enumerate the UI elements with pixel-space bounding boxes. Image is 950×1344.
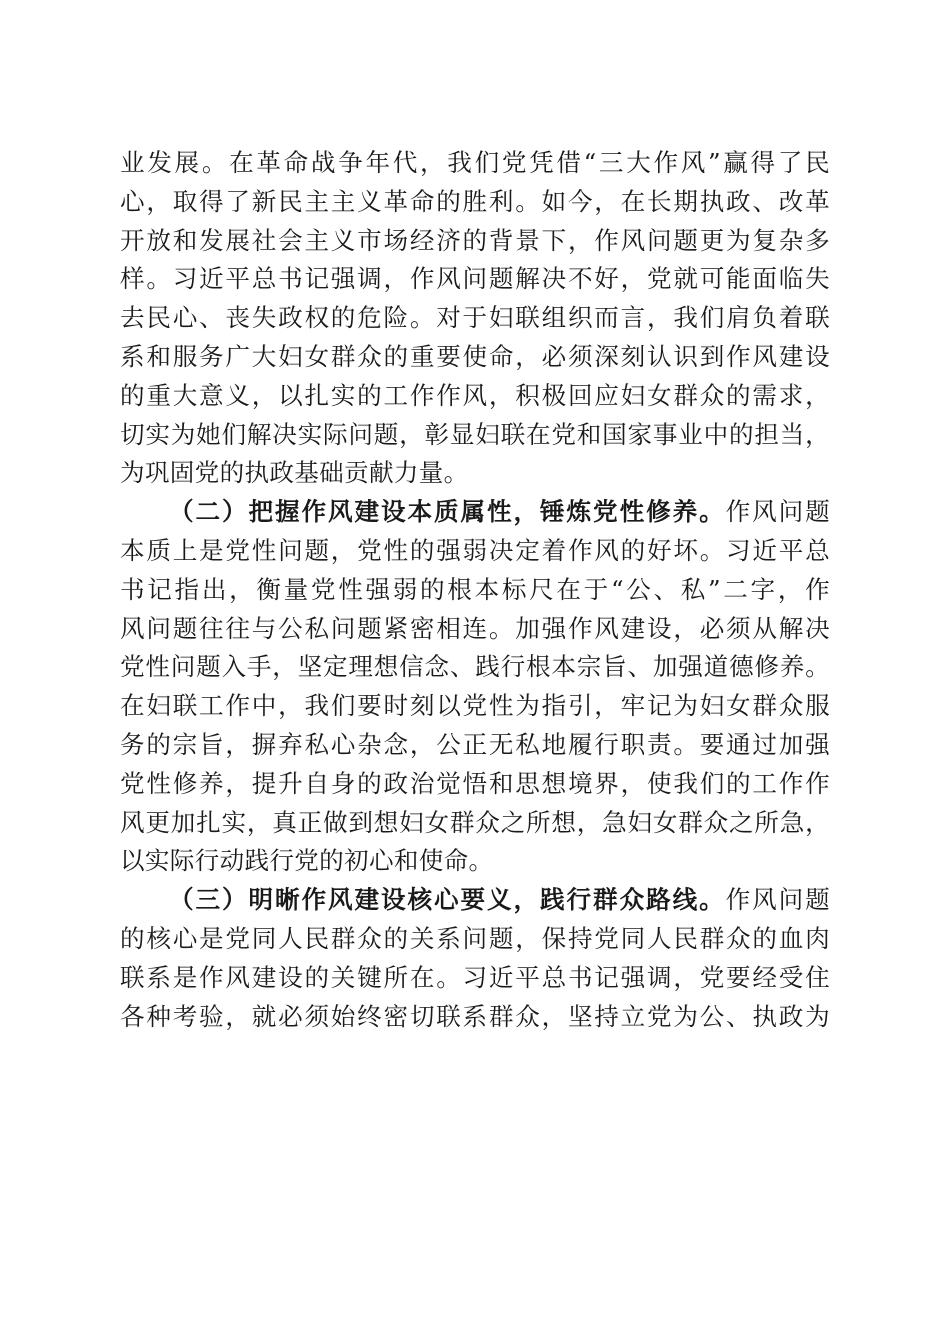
text-line: 各种考验，就必须始终密切联系群众，坚持立党为公、执政为 (120, 1001, 830, 1031)
section-heading-3: （三）明晰作风建设核心要义，践行群众路线。 (169, 885, 726, 915)
text-line: 业发展。在革命战争年代，我们党凭借“三大作风”赢得了民 (120, 148, 830, 177)
text-line: 党性修养，提升自身的政治觉悟和思想境界，使我们的工作作 (120, 768, 830, 798)
text-line: 为巩固党的执政基础贡献力量。 (120, 458, 469, 488)
text-line: 联系是作风建设的关键所在。习近平总书记强调，党要经受住 (120, 962, 830, 992)
text-line: 风问题往往与公私问题紧密相连。加强作风建设，必须从解决 (120, 613, 830, 643)
paragraph-2 (120, 493, 830, 881)
paragraph-1 (120, 144, 830, 493)
text-line: 的核心是党同人民群众的关系问题，保持党同人民群众的血肉 (120, 923, 830, 953)
text-line: 去民心、丧失政权的危险。对于妇联组织而言，我们肩负着联 (120, 303, 830, 333)
text-line: 本质上是党性问题，党性的强弱决定着作风的好坏。习近平总 (120, 535, 830, 565)
section-heading-2: （二）把握作风建设本质属性，锤炼党性修养。 (169, 497, 726, 527)
text-run: 作风问题 (725, 885, 830, 915)
text-line: 务的宗旨，摒弃私心杂念，公正无私地履行职责。要通过加强 (120, 729, 830, 759)
text-line: 党性问题入手，坚定理想信念、践行根本宗旨、加强道德修养。 (120, 652, 830, 682)
text-run: 作风问题 (725, 497, 830, 527)
text-line: 风更加扎实，真正做到想妇女群众之所想，急妇女群众之所急， (120, 807, 830, 837)
text-line: 的重大意义，以扎实的工作作风，积极回应妇女群众的需求， (120, 380, 830, 410)
text-line: 在妇联工作中，我们要时刻以党性为指引，牢记为妇女群众服 (120, 691, 830, 721)
text-line-first (120, 493, 830, 532)
text-line-first (120, 881, 830, 920)
text-line: 开放和发展社会主义市场经济的背景下，作风问题更为复杂多 (120, 225, 830, 255)
text-line: 心，取得了新民主主义革命的胜利。如今，在长期执政、改革 (120, 186, 830, 216)
text-line: 书记指出，衡量党性强弱的根本标尺在于“公、私”二字，作 (120, 574, 830, 604)
text-line: 以实际行动践行党的初心和使命。 (120, 846, 494, 876)
paragraph-3 (120, 881, 830, 1036)
text-line: 系和服务广大妇女群众的重要使命，必须深刻认识到作风建设 (120, 341, 830, 371)
text-line: 切实为她们解决实际问题，彰显妇联在党和国家事业中的担当， (120, 419, 830, 449)
document-page (120, 144, 830, 1036)
text-line: 样。习近平总书记强调，作风问题解决不好，党就可能面临失 (120, 264, 830, 294)
